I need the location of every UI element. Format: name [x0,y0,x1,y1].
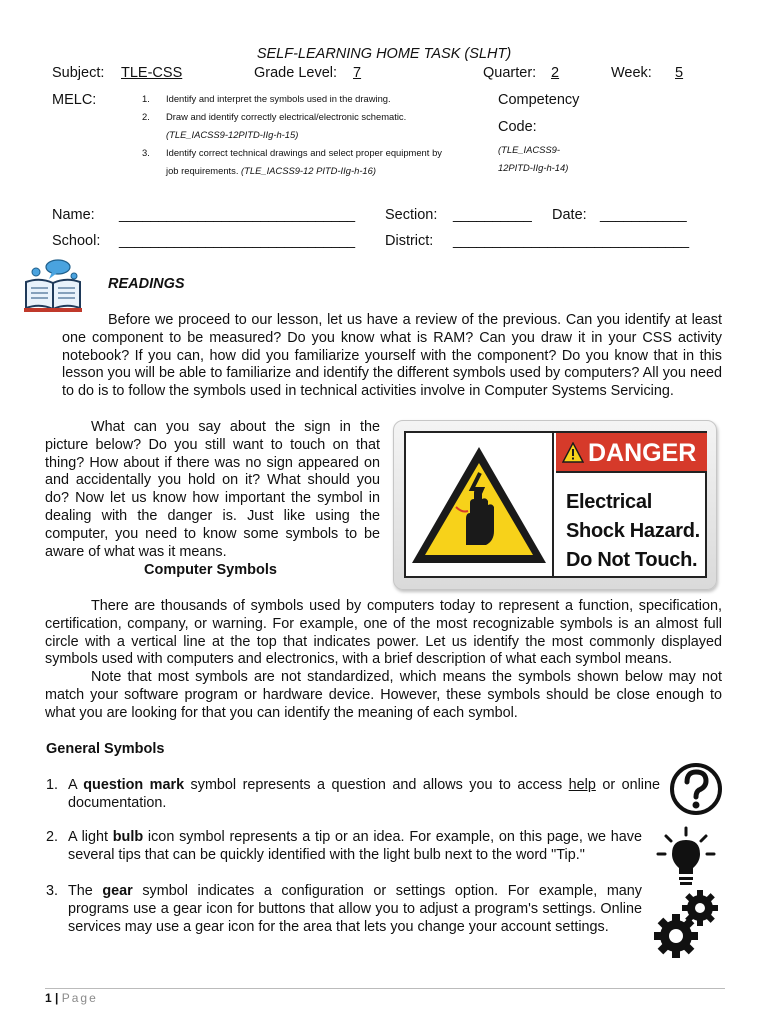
date-field[interactable]: ___________ [600,207,687,223]
melc-item-code: (TLE_IACSS9-12 PITD-IIg-h-16) [241,165,376,176]
melc-item [142,90,442,108]
melc-item-number: 1. [142,93,150,104]
grade-level-value: 7 [353,65,362,81]
week-value: 5 [675,65,684,81]
grade-level-label: Grade Level: [254,65,338,81]
date-label: Date: [552,207,587,223]
danger-banner [556,433,707,473]
melc-item-code: (TLE_IACSS9-12PITD-IIg-h-15) [166,129,299,140]
melc-item-text: Draw and identify correctly electrical/electronic schematic. (TLE_IACSS9-12PITD-IIg-h-15) [166,111,407,140]
danger-sign-text [566,488,700,575]
school-label: School: [52,233,101,249]
week-label: Week: [611,65,652,81]
melc-item-text: Identify correct technical drawings and select proper equipment by job requirements. (TLE_IACSS9-12 PITD-IIg-h-16) [166,147,442,176]
list-item-text: A question mark symbol represents a question and allows you to access help or online documentation. [68,777,660,811]
subject-label: Subject: [52,65,105,81]
list-item-number: 2. [46,829,59,845]
list-item-number: 3. [46,883,59,899]
subject-value: TLE-CSS [121,65,183,81]
list-item-text: A light bulb icon symbol represents a tip or an idea. For example, on this page, we have several tips that can be quickly identified with the light bulb next to the word "Tip." [68,829,642,863]
book-icon [22,258,84,314]
danger-sign-image [393,420,717,590]
section-field[interactable]: __________ [453,207,532,223]
name-label: Name: [52,207,95,223]
computer-symbols-paragraph-2: Note that most symbols are not standardized, which means the symbols shown below may not match your software program or hardware device. However, these symbols should be close enough to what you are looking for that you can identify the meaning of each symbol. [45,669,722,721]
danger-sign-line: Shock Hazard. [566,520,700,542]
district-field[interactable]: ______________________________ [453,233,689,249]
list-item-number: 1. [46,777,59,793]
page-title: SELF-LEARNING HOME TASK (SLHT) [256,46,512,62]
page-footer [45,991,98,1005]
page-label: Page [61,991,98,1005]
melc-label: MELC: [52,92,97,108]
section-label: Section: [385,207,438,223]
district-label: District: [385,233,434,249]
readings-paragraph-2: What can you say about the sign in the picture below? Do you still want to touch on that thing? How about if there was no sign appeared on and accidentally you hold on it? What should you do? Now let us know how important the symbol in dealing with the danger is. Just like using the computer, you need to know some symbols to be aware of what was it means. [45,419,380,560]
melc-item-text: Identify and interpret the symbols used in the drawing. [166,93,391,104]
page-number: 1 [45,991,52,1005]
list-item [46,777,660,813]
competency-code-line: (TLE_IACSS9- [498,144,560,155]
help-link[interactable]: help [568,777,596,793]
list-item [46,883,642,936]
name-field[interactable]: ______________________________ [119,207,355,223]
quarter-value: 2 [551,65,560,81]
readings-heading: READINGS [108,276,185,292]
danger-banner-text: DANGER [588,439,697,467]
danger-sign-panel [404,431,707,578]
competency-code [498,141,568,177]
readings-paragraph-1: Before we proceed to our lesson, let us have a review of the previous. Can you identify at least one component to be measured? Do you know what is RAM? Can you draw it in your CSS activity notebook? If you can, how did you familiarize yourself with the component? Do you know that in this lesson you will be able to familiarize and identify the different symbols used by computers? All you need to do is to follow the symbols used in technical activities involve in Computer Systems Servicing. [62,312,722,400]
footer-divider [45,988,725,989]
footer-separator: | [55,991,59,1005]
melc-item-number: 3. [142,147,150,158]
melc-list [142,90,442,180]
warning-triangle-icon [562,442,584,463]
melc-item [142,108,442,144]
school-field[interactable]: ______________________________ [119,233,355,249]
competency-label: Competency [498,92,580,108]
computer-symbols-paragraph-1: There are thousands of symbols used by computers today to represent a function, specification, certification, company, or warning. For example, one of the most recognizable symbols is an almost full circle with a vertical line at the top that indicates power. Let us identify the most commonly displayed symbols used with computers and electronics, with a brief description of what each symbol means. [45,598,722,668]
general-symbols-heading: General Symbols [46,741,165,757]
quarter-label: Quarter: [483,65,537,81]
danger-sign-line: Electrical [566,491,652,513]
computer-symbols-subheading: Computer Symbols [144,562,277,578]
danger-sign-line: Do Not Touch. [566,549,698,571]
gear-icon [654,886,722,960]
question-mark-icon [668,760,724,818]
code-label: Code: [498,119,537,135]
melc-item-number: 2. [142,111,150,122]
light-bulb-icon [656,826,716,888]
electric-shock-hand-icon [406,433,554,576]
melc-item [142,144,442,180]
list-item-text: The gear symbol indicates a configuration or settings option. For example, many programs use a gear icon for buttons that allow you to adjust a program's settings. Online services may use a gear icon for the area that lets you change your account settings. [68,883,643,935]
competency-code-line: 12PITD-IIg-h-14) [498,162,569,173]
list-item [46,829,642,865]
